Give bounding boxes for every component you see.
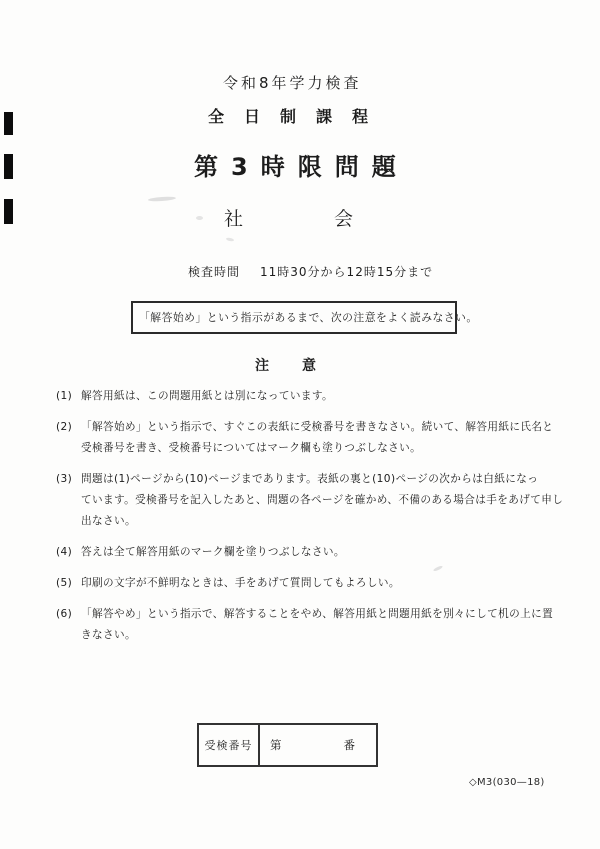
note-item-4 <box>56 542 556 563</box>
footer-print-code: ◇M3(030—18) <box>469 777 545 788</box>
note-number: (4) <box>56 546 73 558</box>
note-line: 問題は(1)ページから(10)ページまであります。表紙の裏と(10)ページの次からは白紙になっ <box>81 473 539 485</box>
binding-mark <box>4 112 13 135</box>
note-item-5 <box>56 573 556 594</box>
notes-list <box>56 386 564 656</box>
note-item-1 <box>56 386 556 407</box>
notice-box-text: 「解答始め」という指示があるまで、次の注意をよく読みなさい。 <box>139 311 478 324</box>
exam-time-line <box>188 263 433 280</box>
note-number: (2) <box>56 421 73 433</box>
note-item-2 <box>56 417 556 459</box>
binding-mark <box>4 154 13 179</box>
note-line: 解答用紙は、この問題用紙とは別になっています。 <box>81 390 334 402</box>
binding-mark <box>4 199 13 224</box>
note-number: (1) <box>56 390 73 402</box>
exam-number-suffix: 番 <box>343 738 355 752</box>
exam-year-title: 令和8年学力検査 <box>223 74 362 92</box>
note-number: (6) <box>56 608 73 620</box>
note-line: ています。受検番号を記入したあと、問題の各ページを確かめ、不備のある場合は手をあげて申し <box>81 494 564 506</box>
exam-number-prefix: 第 <box>270 738 282 752</box>
period-title: 第3時限問題 <box>194 153 409 181</box>
note-line: 「解答始め」という指示で、すぐこの表紙に受検番号を書きなさい。続いて、解答用紙に氏名と <box>81 421 554 433</box>
note-number: (5) <box>56 577 73 589</box>
exam-number-box <box>197 723 378 767</box>
exam-number-field <box>260 725 376 765</box>
note-item-6 <box>56 604 556 646</box>
scan-smudge <box>226 237 234 242</box>
course-title: 全日制課程 <box>208 107 389 126</box>
note-line: 「解答やめ」という指示で、解答することをやめ、解答用紙と問題用紙を別々にして机の上に置 <box>81 608 554 620</box>
note-line: 答えは全て解答用紙のマーク欄を塗りつぶしなさい。 <box>81 546 345 558</box>
exam-number-label: 受検番号 <box>199 725 260 765</box>
scan-smudge <box>148 196 176 202</box>
scan-smudge <box>196 216 203 220</box>
note-line: きなさい。 <box>81 629 136 641</box>
note-line: 印刷の文字が不鮮明なときは、手をあげて質問してもよろしい。 <box>81 577 400 589</box>
note-line: 受検番号を書き、受検番号についてはマーク欄も塗りつぶしなさい。 <box>81 442 422 454</box>
notes-heading: 注意 <box>255 358 349 374</box>
notice-box <box>131 301 478 334</box>
note-line: 出なさい。 <box>81 515 136 527</box>
exam-time-value: 11時30分から12時15分まで <box>260 265 434 279</box>
note-item-3 <box>56 469 564 532</box>
exam-time-label: 検査時間 <box>188 265 241 279</box>
subject-title: 社会 <box>224 208 445 230</box>
note-number: (3) <box>56 473 73 485</box>
